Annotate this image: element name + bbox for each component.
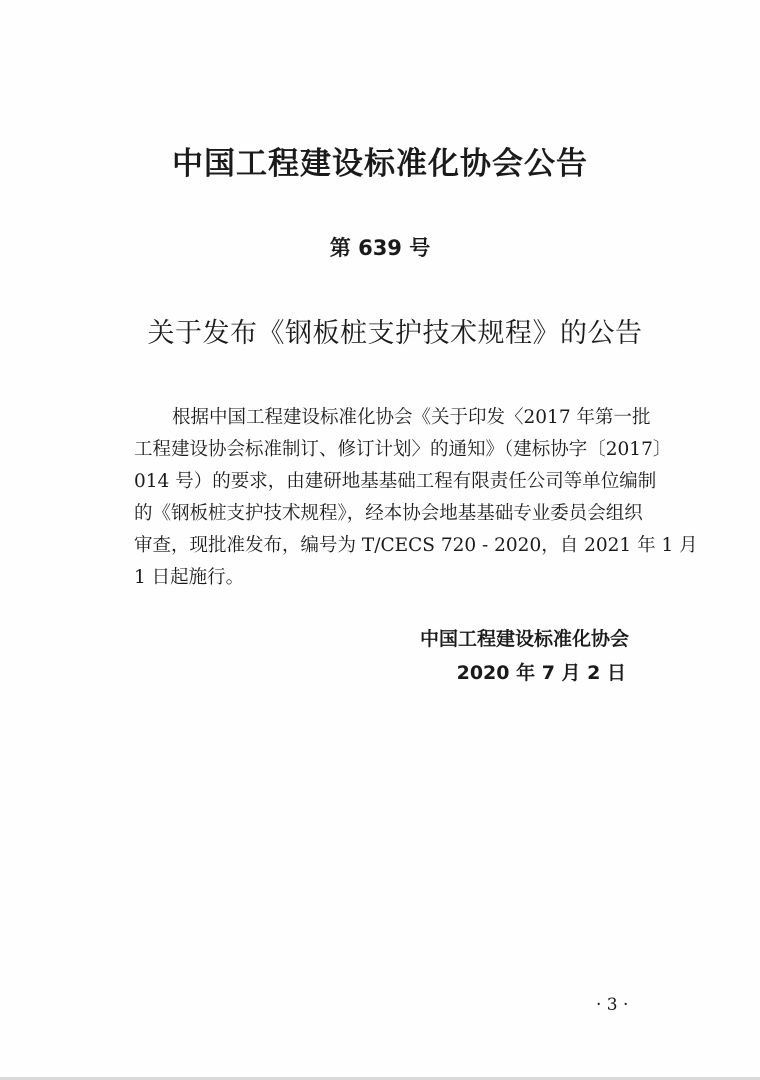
- signature-date: 2020 年 7 月 2 日: [456, 662, 626, 684]
- announcement-title: 中国工程建设标准化协会公告: [172, 146, 588, 182]
- body-line: 工程建设协会标准制订、修订计划〉的通知》（建标协字〔2017〕: [134, 439, 672, 460]
- body-line: 的《钢板桩支护技术规程》，经本协会地基基础专业委员会组织: [134, 503, 643, 524]
- body-line: 根据中国工程建设标准化协会《关于印发〈2017 年第一批: [172, 407, 651, 428]
- body-line: 1 日起施行。: [134, 567, 245, 588]
- signature-organization: 中国工程建设标准化协会: [420, 628, 630, 650]
- page-number: · 3 ·: [596, 995, 629, 1015]
- announcement-subject: 关于发布《钢板桩支护技术规程》的公告: [147, 318, 643, 349]
- announcement-body: [134, 402, 698, 594]
- body-line: 014 号）的要求，由建研地基基础工程有限责任公司等单位编制: [134, 471, 657, 492]
- announcement-number: 第 639 号: [329, 236, 431, 260]
- body-line: 审查，现批准发布，编号为 T/CECS 720 - 2020，自 2021 年 1 月: [134, 535, 698, 556]
- signature-block: [420, 622, 660, 690]
